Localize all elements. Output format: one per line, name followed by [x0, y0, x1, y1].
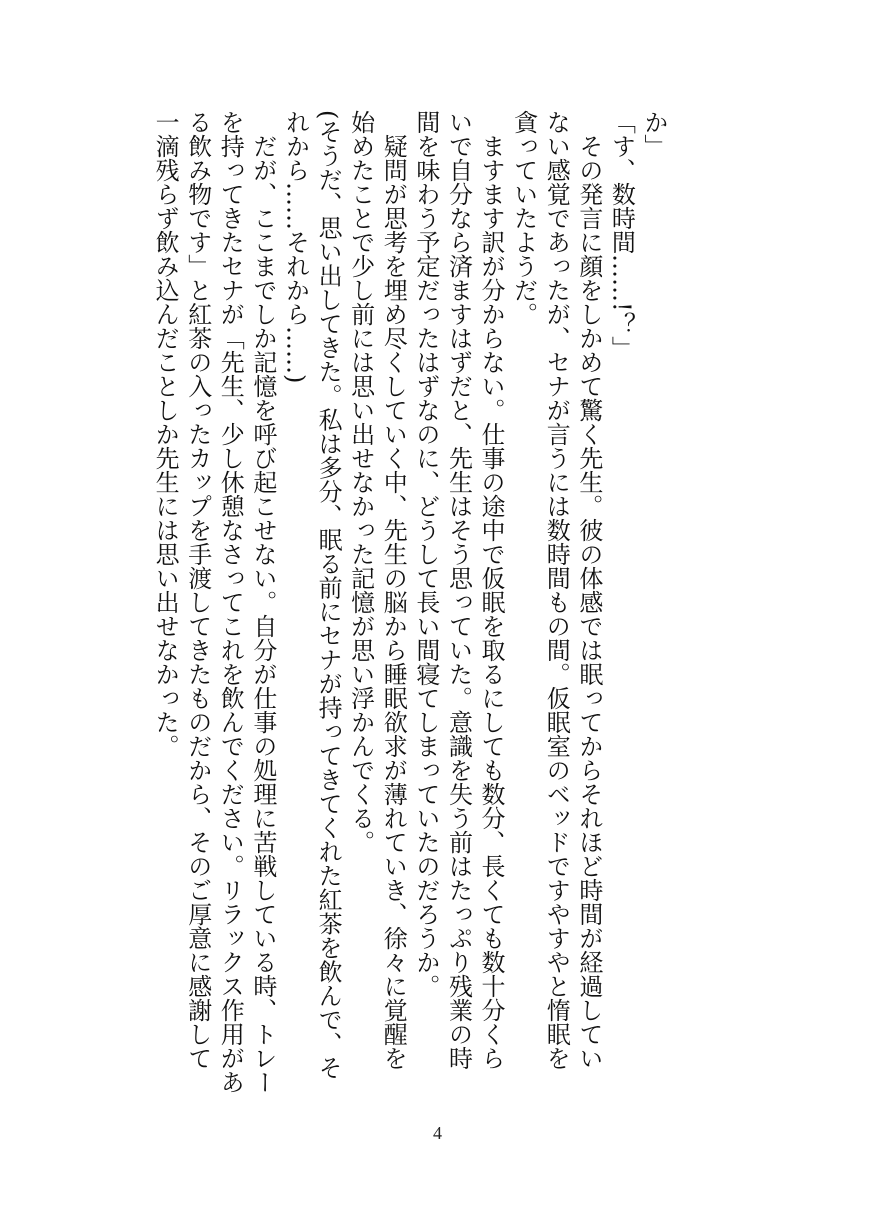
text-line: ない感覚であったが、セナが言うには数時間もの間。仮眠室のベッドですやすやと惰眠を — [542, 110, 571, 1070]
text-line: 始めたことで少し前には思い出せなかった記憶が思い浮かんでくる。 — [346, 110, 375, 854]
text-line: 一滴残らず飲み込んだことしか先生には思い出せなかった。 — [151, 110, 180, 758]
page-number: 4 — [433, 1123, 442, 1143]
text-line: その発言に顔をしかめて驚く先生。彼の体感では眠ってからそれほど時間が経過してい — [574, 110, 603, 1070]
text-line: だが、ここまでしか記憶を呼び起こせない。自分が仕事の処理に苦戦している時、トレー — [248, 110, 277, 1094]
text-line: 貪っていたようだ。 — [509, 110, 538, 326]
text-line: れから……それから……) — [281, 110, 310, 384]
text-line: る飲み物です」と紅茶の入ったカップを手渡してきたものだから、そのご厚意に感謝して — [183, 110, 212, 1070]
text-line: か」 — [640, 110, 668, 158]
text-line: を持ってきたセナが「先生、少し休憩なさってこれを飲んでください。リラックス作用があ — [216, 110, 245, 1094]
text-line: 「す、数時間……!？」 — [607, 110, 636, 360]
body-text — [130, 110, 670, 1094]
text-line: 間を味わう予定だったはずなのに、どうして長い間寝てしまっていたのだろうか。 — [411, 110, 440, 998]
text-line: (そうだ、思い出してきた。私は多分、眠る前にセナが持ってきてくれた紅茶を飲んで、そ — [314, 110, 343, 1080]
text-line: 疑問が思考を埋め尽くしていく中、先生の脳から睡眠欲求が薄れていき、徐々に覚醒を — [379, 110, 408, 1070]
text-line: いで自分なら済ますはずだと、先生はそう思っていた。意識を失う前はたっぷり残業の時 — [444, 110, 473, 1070]
text-line: ますます訳が分からない。仕事の途中で仮眠を取るにしても数分、長くても数十分くら — [477, 110, 506, 1070]
